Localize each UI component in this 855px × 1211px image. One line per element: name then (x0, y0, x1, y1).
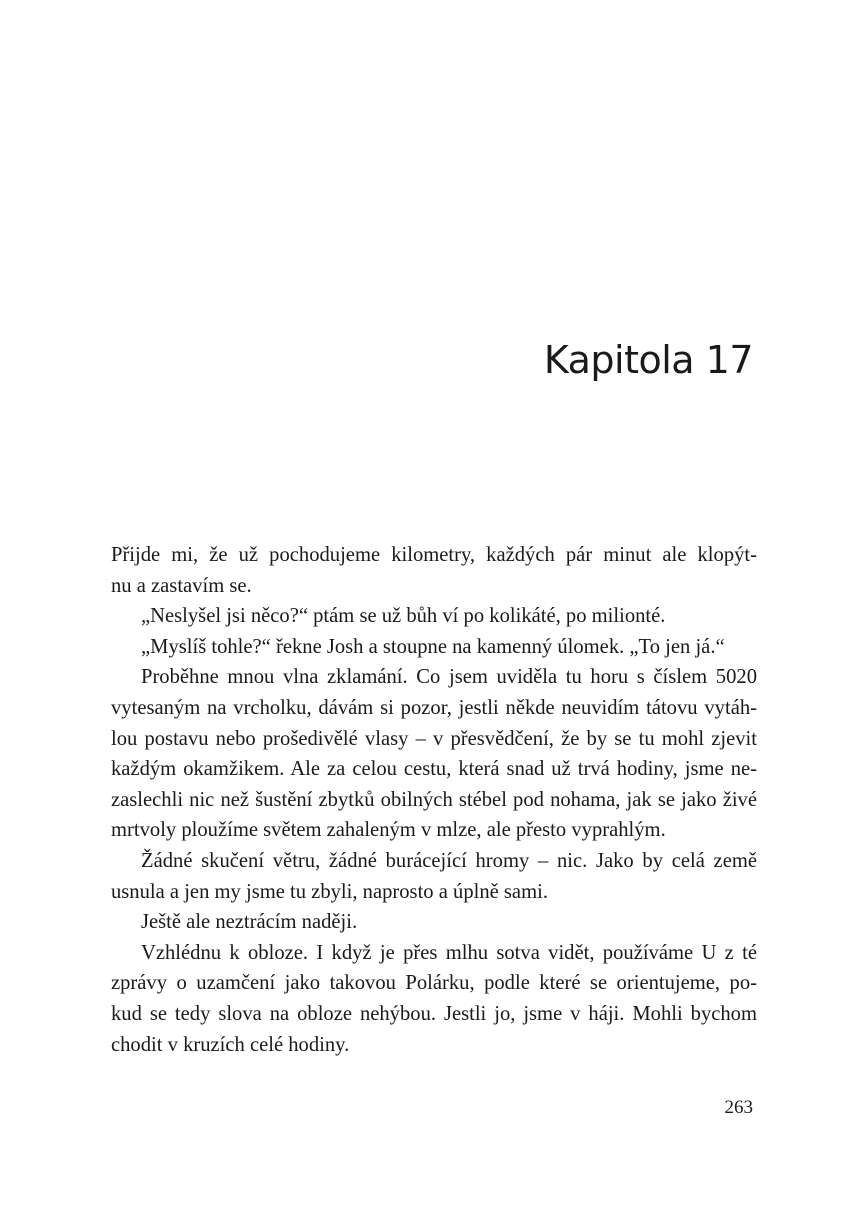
text-line: Ještě ale neztrácím naději. (141, 911, 358, 934)
text-line: usnula a jen my jsme tu zbyli, naprosto a úplně sami. (111, 880, 548, 903)
text-line: „Neslyšel jsi něco?“ ptám se už bůh ví po kolikáté, po milionté. (141, 605, 666, 628)
text-line: Vzhlédnu k obloze. I když je přes mlhu sotva vidět, používáme U z té (141, 941, 757, 964)
text-line: zaslechli nic než šustění zbytků obilných stébel pod nohama, jak se jako živé (111, 788, 757, 811)
text-line: zprávy o uzamčení jako takovou Polárku, podle které se orientujeme, po- (111, 972, 757, 995)
page-number: 263 (724, 1097, 753, 1118)
text-line: lou postavu nebo prošedivělé vlasy – v přesvědčení, že by se tu mohl zjevit (111, 727, 757, 750)
text-line: kud se tedy slova na obloze nehýbou. Jestli jo, jsme v háji. Mohli bychom (111, 1002, 757, 1025)
text-line: chodit v kruzích celé hodiny. (111, 1033, 350, 1056)
chapter-title: Kapitola 17 (543, 338, 753, 382)
text-line: Proběhne mnou vlna zklamání. Co jsem uviděla tu horu s číslem 5020 (141, 666, 757, 689)
chapter-body (111, 540, 757, 1060)
text-line: Žádné skučení větru, žádné burácející hromy – nic. Jako by celá země (141, 849, 757, 872)
text-line: nu a zastavím se. (111, 574, 252, 597)
text-line: Přijde mi, že už pochodujeme kilometry, každých pár minut ale klopýt- (111, 544, 757, 566)
text-line: mrtvoly ploužíme světem zahaleným v mlze, ale přesto vyprahlým. (111, 819, 666, 842)
text-line: každým okamžikem. Ale za celou cestu, která snad už trvá hodiny, jsme ne- (111, 758, 757, 781)
text-line: vytesaným na vrcholku, dávám si pozor, jestli někde neuvidím tátovu vytáh- (111, 696, 757, 719)
text-line: „Myslíš tohle?“ řekne Josh a stoupne na kamenný úlomek. „To jen já.“ (141, 635, 725, 658)
